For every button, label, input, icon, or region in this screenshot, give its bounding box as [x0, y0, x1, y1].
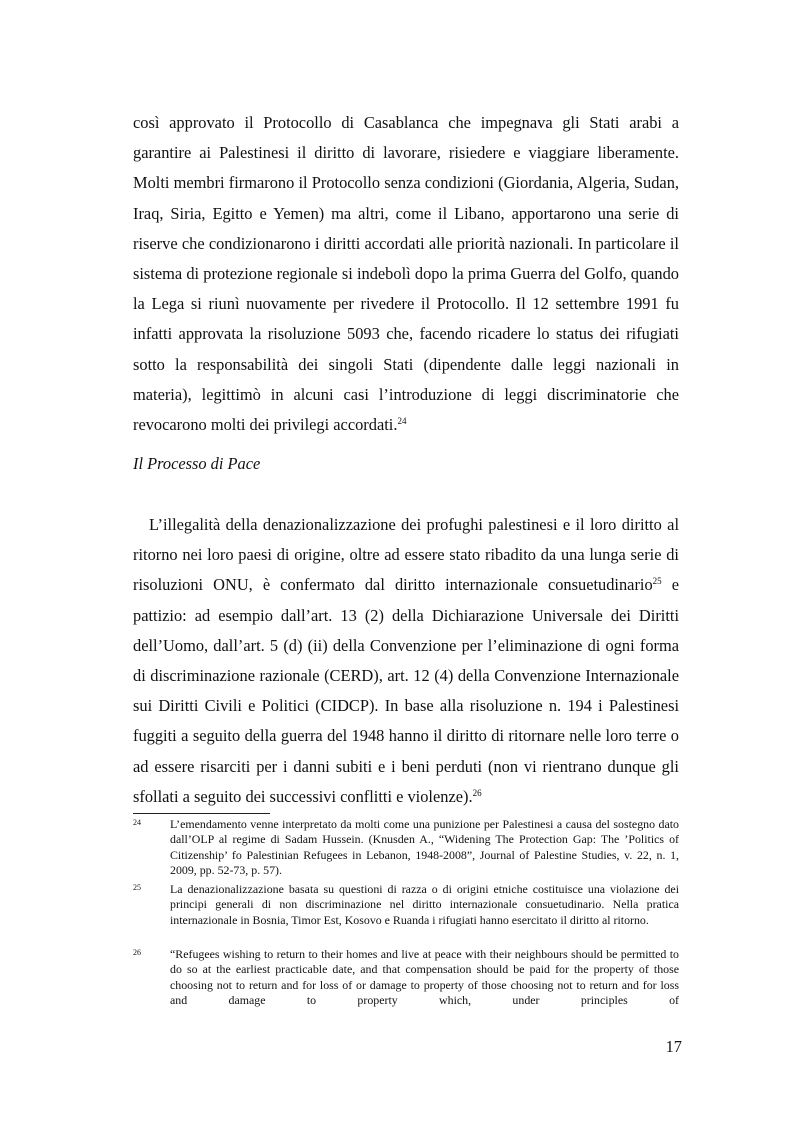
footnote-text: “Refugees wishing to return to their homes and live at peace with their neighbours should be permitted to do so at the earliest practicable date, and that compensation should be paid for the property of those choosing not to return and for loss of or damage to property of those choosing not to return and for loss and damage to property which, under principles of [170, 947, 679, 1008]
footnote [133, 817, 679, 879]
paragraph-text: così approvato il Protocollo di Casablanca che impegnava gli Stati arabi a garantire ai Palestinesi il diritto di lavorare, risiedere e viaggiare liberamente. Molti membri firmarono il Protocollo senza condizioni (Giordania, Algeria, Sudan, Iraq, Siria, Egitto e Yemen) ma altri, come il Libano, apportarono una serie di riserve che condizionarono i diritti accordati alle priorità nazionali. In particolare il sistema di protezione regionale si indebolì dopo la prima Guerra del Golfo, quando la Lega si riunì nuovamente per rivedere il Protocollo. Il 12 settembre 1991 fu infatti approvata la risoluzione 5093 che, facendo ricadere lo status dei rifugiati sotto la responsabilità dei singoli Stati (dipendente dalle leggi nazionali in materia), legittimò in alcuni casi l’introduzione di leggi discriminatorie che revocarono molti dei privilegi accordati. [133, 113, 679, 435]
section-heading: Il Processo di Pace [133, 454, 261, 473]
footnote-reference[interactable]: 26 [472, 787, 482, 798]
body-paragraph [133, 510, 679, 812]
footnote-text: La denazionalizzazione basata su questioni di razza o di origini etniche costituisce una violazione dei principi generali di non discriminazione nel diritto internazionale consuetudinario. Nella pratica internazionale in Bosnia, Timor Est, Kosovo e Ruanda i rifugiati hanno esercitato il diritto al ritorno. [170, 882, 679, 927]
footnote-number: 26 [133, 948, 141, 957]
body-paragraph [133, 108, 679, 440]
footnote-reference[interactable]: 24 [397, 416, 407, 427]
footnote-text: L’emendamento venne interpretato da molti come una punizione per Palestinesi a causa del sostegno dato dall’OLP al regime di Sadam Hussein. (Knusden A., “Widening The Protection Gap: The ’Politics of Citizenship’ fo Palestinian Refugees in Lebanon, 1948-2008”, Journal of Palestine Studies, v. 22, n. 1, 2009, pp. 52-73, p. 57). [170, 817, 679, 878]
footnote-separator [133, 813, 270, 814]
footnote-number: 24 [133, 818, 141, 827]
footnote-reference[interactable]: 25 [652, 576, 662, 587]
footnote [133, 947, 679, 1011]
footnote [133, 882, 679, 928]
page-number: 17 [665, 1037, 682, 1056]
paragraph-text: L’illegalità della denazionalizzazione dei profughi palestinesi e il loro diritto al ritorno nei loro paesi di origine, oltre ad essere stato ribadito da una lunga serie di risoluzioni ONU, è confermato dal diritto internazionale consuetudinario [133, 515, 679, 595]
footnote-number: 25 [133, 883, 141, 892]
paragraph-text: e pattizio: ad esempio dall’art. 13 (2) della Dichiarazione Universale dei Diritti dell’Uomo, dall’art. 5 (d) (ii) della Convenzione per l’eliminazione di ogni forma di discriminazione razionale (CERD), art. 12 (4) della Convenzione Internazionale sui Diritti Civili e Politici (CIDCP). In base alla risoluzione n. 194 i Palestinesi fuggiti a seguito della guerra del 1948 hanno il diritto di ritornare nelle loro terre o ad essere risarciti per i danni subiti e i beni perduti (non vi rientrano dunque gli sfollati a seguito dei successivi conflitti e violenze). [133, 575, 679, 806]
